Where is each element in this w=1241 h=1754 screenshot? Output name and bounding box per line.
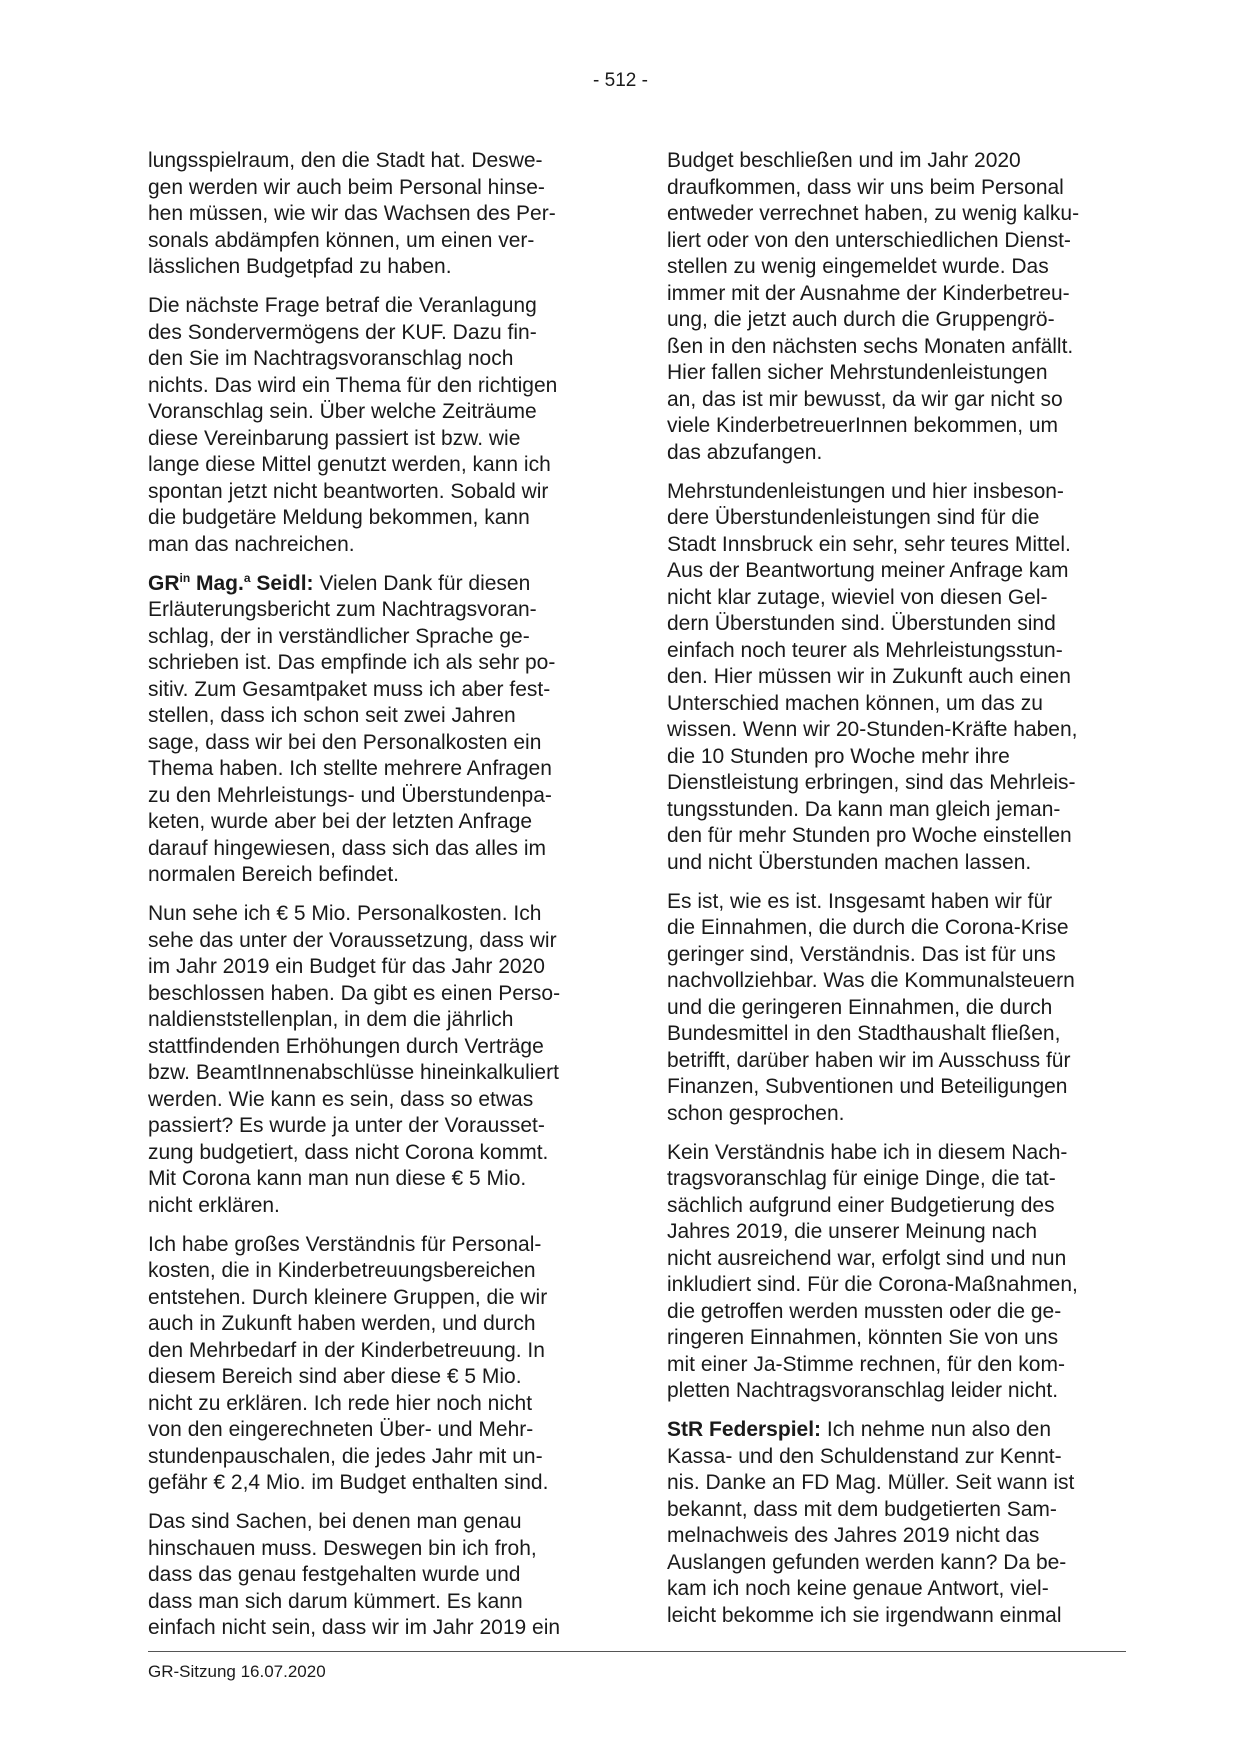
left-column: [148, 148, 600, 1654]
paragraph: lungsspielraum, den die Stadt hat. Deswe- gen werden wir auch beim Personal hinse- hen müssen, wie wir das Wachsen des Per- sonals abdämpfen können, um einen ver- lässlichen Budgetpfad zu haben.: [148, 149, 556, 278]
footer-divider: [148, 1651, 1126, 1652]
speech-text: Ich nehme nun also den Kassa- und den Schuldenstand zur Kennt- nis. Danke an FD Mag. Müller. Seit wann ist bekannt, dass mit dem budgetierten Sam- melnachweis des Jahres 2019 nicht das Auslangen gefunden werden kann? Da be- kam ich noch keine genaue Antwort, viel- leicht bekomme ich sie irgendwann einmal: [667, 1418, 1075, 1627]
right-column: [667, 148, 1125, 1642]
paragraph: Es ist, wie es ist. Insgesamt haben wir für die Einnahmen, die durch die Corona-Krise geringer sind, Verständnis. Das ist für uns nachvollziehbar. Was die Kommunalsteuern und die geringeren Einnahmen, die durch Bundesmittel in den Stadthaushalt fließen, betrifft, darüber haben wir im Ausschuss für Finanzen, Subventionen und Beteiligungen schon gesprochen.: [667, 889, 1075, 1125]
paragraph: Budget beschließen und im Jahr 2020 draufkommen, dass wir uns beim Personal entweder verrechnet haben, zu wenig kalku- liert oder von den unterschiedlichen Dienst- stellen zu wenig eingemeldet wurde. Das immer mit der Ausnahme der Kinderbetreu- ung, die jetzt auch durch die Gruppengrö- ßen in den nächsten sechs Monaten anfällt. Hier fallen sicher Mehrstundenleistungen an, das ist mir bewusst, da wir gar nicht so viele KinderbetreuerInnen bekommen, um das abzufangen.: [667, 149, 1080, 464]
paragraph: Nun sehe ich € 5 Mio. Personalkosten. Ich sehe das unter der Voraussetzung, dass wir im Jahr 2019 ein Budget für das Jahr 2020 beschlossen haben. Da gibt es einen Perso- naldienststellenplan, in dem die jährlich stattfindenden Erhöhungen durch Verträge bzw. BeamtInnenabschlüsse hineinkalkuliert werden. Wie kann es sein, dass so etwas passiert? Es wurde ja unter der Vorausset- zung budgetiert, dass nicht Corona kommt. Mit Corona kann man nun diese € 5 Mio. nicht erklären.: [148, 902, 561, 1217]
paragraph: Kein Verständnis habe ich in diesem Nach- tragsvoranschlag für einige Dinge, die tat- sächlich aufgrund einer Budgetierung des Jahres 2019, die unserer Meinung nach nicht ausreichend war, erfolgt sind und nun inkludiert sind. Für die Corona-Maßnahmen, die getroffen werden mussten oder die ge- ringeren Einnahmen, könnten Sie von uns mit einer Ja-Stimme rechnen, für den kom- pletten Nachtragsvoranschlag leider nicht.: [667, 1140, 1078, 1402]
speech-paragraph-federspiel: [667, 1417, 1125, 1629]
footer-session-date: GR-Sitzung 16.07.2020: [148, 1662, 326, 1681]
speech-text: Vielen Dank für diesen Erläuterungsbericht zum Nachtragsvoran- schlag, der in verständlicher Sprache ge- schrieben ist. Das empfinde ich als sehr po- sitiv. Zum Gesamtpaket muss ich aber fest- stellen, dass ich schon seit zwei Jahren sage, dass wir bei den Personalkosten ein Thema haben. Ich stellte mehrere Anfragen zu den Mehrleistungs- und Überstundenpa- keten, wurde aber bei der letzten Anfrage darauf hingewiesen, dass sich das alles im normalen Bereich befindet.: [148, 571, 556, 886]
speaker-name: StR Federspiel:: [667, 1418, 822, 1441]
speech-paragraph-seidl: [148, 571, 600, 889]
paragraph: Die nächste Frage betraf die Veranlagung des Sondervermögens der KUF. Dazu fin- den Sie im Nachtragsvoranschlag noch nichts. Das wird ein Thema für den richtigen Voranschlag sein. Über welche Zeiträume diese Vereinbarung passiert ist bzw. wie lange diese Mittel genutzt werden, kann ich spontan jetzt nicht beantworten. Sobald wir die budgetäre Meldung bekommen, kann man das nachreichen.: [148, 294, 558, 556]
page-number: - 512 -: [593, 70, 648, 91]
paragraph: Ich habe großes Verständnis für Personal- kosten, die in Kinderbetreuungsbereichen entstehen. Durch kleinere Gruppen, die wir auch in Zukunft haben werden, und durch den Mehrbedarf in der Kinderbetreuung. In diesem Bereich sind aber diese € 5 Mio. nicht zu erklären. Ich rede hier noch nicht von den eingerechneten Über- und Mehr- stundenpauschalen, die jedes Jahr mit un- gefähr € 2,4 Mio. im Budget enthalten sind.: [148, 1232, 549, 1494]
paragraph: Mehrstundenleistungen und hier insbeson- dere Überstundenleistungen sind für die Stadt Innsbruck ein sehr, sehr teures Mittel. Aus der Beantwortung meiner Anfrage kam nicht klar zutage, wieviel von diesen Gel- dern Überstunden sind. Überstunden sind einfach noch teurer als Mehrleistungsstun- den. Hier müssen wir in Zukunft auch einen Unterschied machen können, um das zu wissen. Wenn wir 20-Stunden-Kräfte haben, die 10 Stunden pro Woche mehr ihre Dienstleistung erbringen, sind das Mehrleis- tungsstunden. Da kann man gleich jeman- den für mehr Stunden pro Woche einstellen und nicht Überstunden machen lassen.: [667, 479, 1078, 874]
speaker-name: $GR^{in}$ Mag.$^a$ Seidl:: [148, 570, 314, 595]
paragraph: Das sind Sachen, bei denen man genau hinschauen muss. Deswegen bin ich froh, dass das genau festgehalten wurde und dass man sich darum kümmert. Es kann einfach nicht sein, dass wir im Jahr 2019 ein: [148, 1510, 561, 1639]
